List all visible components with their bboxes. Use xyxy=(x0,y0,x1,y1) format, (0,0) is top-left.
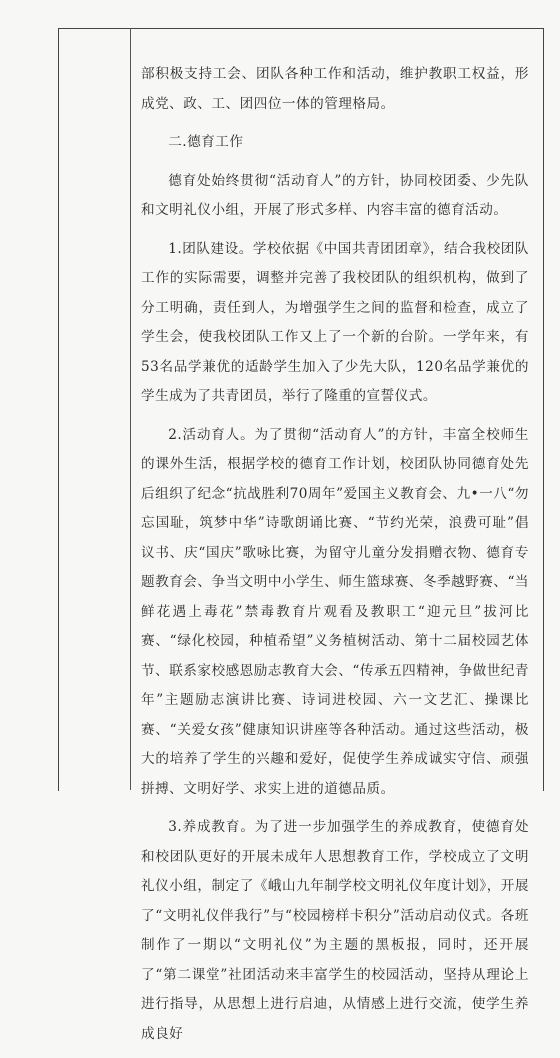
paragraph-team-building: 1.团队建设。学校依据《中国共青团团章》，结合我校团队工作的实际需要，调整并完善了我校团队的组织机构，做到了分工明确，责任到人，为增强学生之间的监督和检查，成立了学生会，使我校团队工作又上了一个新的台阶。一学年来，有53名品学兼优的适龄学生加入了少先大队，120名品学兼优的学生成为了共青团员，举行了隆重的宣誓仪式。 xyxy=(141,240,529,404)
paragraph-activities: 2.活动育人。为了贯彻“活动育人”的方针，丰富全校师生的课外生活，根据学校的德育工作计划，校团队协同德育处先后组织了纪念“抗战胜利70周年”爱国主义教育会、九•一八“勿忘国耻，筑梦中华”诗歌朗诵比赛、“节约光荣，浪费可耻”倡议书、庆“国庆”歌咏比赛，为留守儿童分发捐赠衣物、德育专题教育会、争当文明中小学生、师生篮球赛、冬季越野赛、“当鲜花遇上毒花”禁毒教育片观看及教职工“迎元旦”拔河比赛、“绿化校园，种植希望”义务植树活动、第十二届校园艺体节、联系家校感恩励志教育大会、“传承五四精神，争做世纪青年”主题励志演讲比赛、诗词进校园、六一文艺汇、操课比赛、“关爱女孩”健康知识讲座等各种活动。通过这些活动，极大的培养了学生的兴趣和爱好，促使学生养成诚实守信、顽强拼搏、文明好学、求实上进的道德品质。 xyxy=(141,426,529,797)
paragraph-habit-education: 3.养成教育。为了进一步加强学生的养成教育，使德育处和校团队更好的开展未成年人思想教育工作，学校成立了文明礼仪小组，制定了《峨山九年制学校文明礼仪年度计划》，开展了“文明礼仪伴我行”与“校园榜样卡积分”活动启动仪式。各班制作了一期以“文明礼仪”为主题的黑板报，同时，还开展了“第二课堂”社团活动来丰富学生的校园活动，坚持从理论上进行指导，从思想上进行启迪，从情感上进行交流，使学生养成良好 xyxy=(141,819,529,1042)
document-body xyxy=(141,60,529,1058)
paragraph-intro: 德育处始终贯彻“活动育人”的方针，协同校团委、少先队和文明礼仪小组，开展了形式多样、内容丰富的德育活动。 xyxy=(141,172,529,218)
table-column-divider xyxy=(130,28,131,790)
paragraph-1: 部积极支持工会、团队各种工作和活动，维护教职工权益，形成党、政、工、团四位一体的管理格局。 xyxy=(141,66,529,112)
section-heading: 二.德育工作 xyxy=(168,134,244,150)
